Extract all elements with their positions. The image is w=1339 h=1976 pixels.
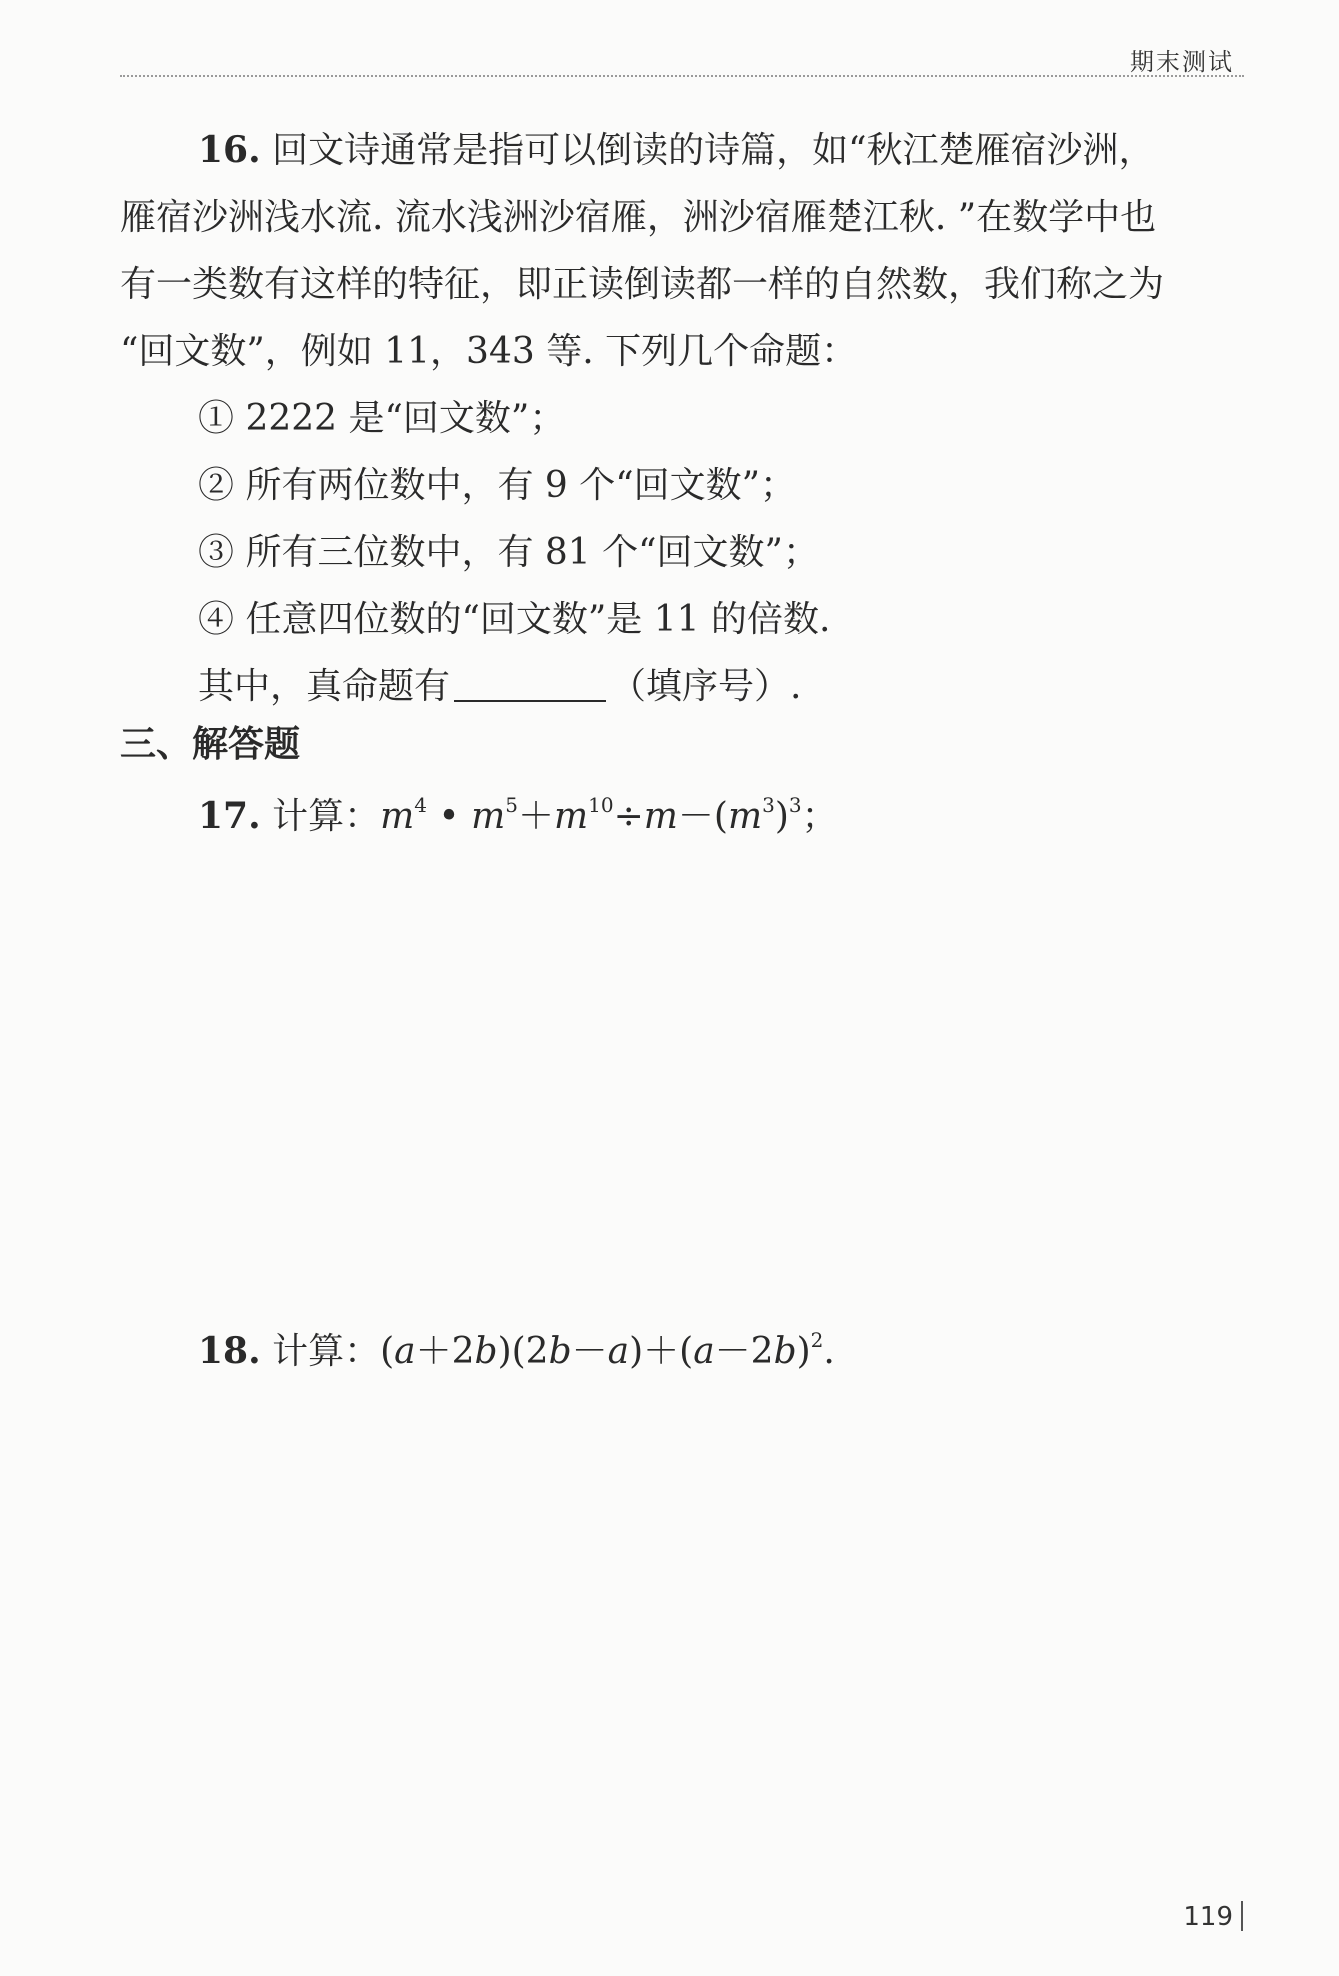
running-title: 期末测试: [1130, 48, 1234, 76]
q16-answer-line: [198, 658, 801, 709]
q17-expression: $m^4$ • $m^5+m^{10}\div m-(m^3)^3$；: [380, 793, 838, 837]
q16-line-3: 有一类数有这样的特征，即正读倒读都一样的自然数，我们称之为: [120, 264, 1165, 305]
q16-line-2: 雁宿沙洲浅水流. 流水浅洲沙宿雁，洲沙宿雁楚江秋. ”在数学中也: [120, 197, 1157, 238]
question-number: 17.: [198, 795, 261, 837]
answer-suffix: （填序号）.: [610, 666, 802, 707]
page-edge-mark: [1241, 1901, 1243, 1931]
q18-expression: $(a+2b)(2b-a)+(a-2b)^2$.: [380, 1328, 835, 1372]
q16-line-1: [198, 122, 1155, 173]
q16-line-4: “回文数”，例如 11，343 等. 下列几个命题：: [120, 331, 858, 372]
proposition-4: ④ 任意四位数的“回文数”是 11 的倍数.: [198, 599, 831, 640]
answer-prefix: 其中，真命题有: [198, 666, 451, 707]
question-number: 18.: [198, 1330, 261, 1372]
proposition-2: ② 所有两位数中，有 9 个“回文数”；: [198, 465, 797, 506]
section-title: 三、解答题: [120, 724, 301, 765]
header-dotted-rule: [120, 75, 1244, 77]
proposition-1: ① 2222 是“回文数”；: [198, 398, 566, 439]
q17-lead: 计算：: [272, 796, 381, 837]
proposition-3: ③ 所有三位数中，有 81 个“回文数”；: [198, 532, 819, 573]
q18-lead: 计算：: [272, 1331, 381, 1372]
question-number: 16.: [198, 129, 261, 171]
page-number: [1183, 1901, 1243, 1932]
q16-text: 回文诗通常是指可以倒读的诗篇，如“秋江楚雁宿沙洲，: [272, 130, 1155, 171]
question-17: [198, 788, 838, 839]
page-number-value: 119: [1183, 1902, 1233, 1932]
question-18: [198, 1323, 835, 1374]
answer-blank[interactable]: [454, 670, 606, 702]
